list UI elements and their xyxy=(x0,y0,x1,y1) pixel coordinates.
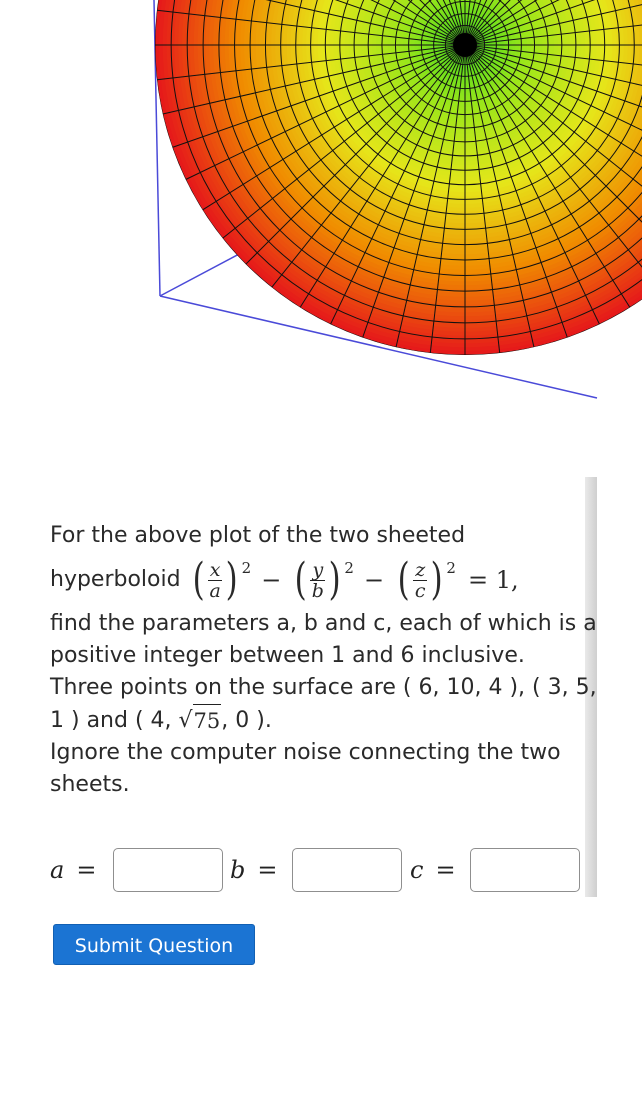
denominator-c: c xyxy=(414,579,426,602)
var-a: a xyxy=(50,856,65,884)
answer-b-input[interactable] xyxy=(292,848,402,892)
answer-row xyxy=(50,848,590,894)
hyperboloid-surface xyxy=(155,0,642,355)
points-prefix: Three points on the surface are ( 6, 10, 4 ), ( 3, 5, 1 ) and ( 4, xyxy=(50,675,597,733)
exponent: 2 xyxy=(446,559,456,577)
label-b xyxy=(230,856,277,884)
hyperboloid-equation xyxy=(189,554,519,605)
sqrt-icon: √ xyxy=(178,708,193,733)
equation-line xyxy=(50,552,598,608)
sqrt-value: 75 xyxy=(193,704,222,737)
question-intro: For the above plot of the two sheeted xyxy=(50,523,466,548)
sqrt-expression xyxy=(179,704,222,737)
numerator-z: z xyxy=(415,558,426,581)
denominator-a: a xyxy=(209,579,221,602)
exponent: 2 xyxy=(344,559,354,577)
answer-c-input[interactable] xyxy=(470,848,580,892)
frac-z-c xyxy=(413,560,427,601)
minus-sign: − xyxy=(261,566,282,594)
question-text xyxy=(50,520,598,801)
surface-center xyxy=(453,33,477,57)
equation-rhs: = 1, xyxy=(467,566,519,594)
submit-question-button[interactable]: Submit Question xyxy=(53,924,255,965)
question-task: find the parameters a, b and c, each of which is a positive integer between 1 and 6 inclusive. xyxy=(50,611,597,668)
answer-a-input[interactable] xyxy=(113,848,223,892)
numerator-x: x xyxy=(209,558,221,581)
label-c xyxy=(410,856,456,884)
question-note: Ignore the computer noise connecting the two sheets. xyxy=(50,740,561,797)
paren: ( xyxy=(192,554,205,605)
exponent: 2 xyxy=(241,559,252,577)
equals-sign: = xyxy=(435,856,456,884)
equals-sign: = xyxy=(76,856,97,884)
equals-sign: = xyxy=(257,856,278,884)
paren: ) xyxy=(430,554,443,605)
points-suffix: , 0 ). xyxy=(221,708,272,733)
minus-sign: − xyxy=(363,566,385,594)
paren: ) xyxy=(328,554,341,605)
frac-y-b xyxy=(310,560,325,601)
paren: ) xyxy=(226,554,239,605)
paren: ( xyxy=(397,554,410,605)
var-b: b xyxy=(230,856,246,884)
frac-x-a xyxy=(208,560,223,601)
paren: ( xyxy=(294,554,307,605)
question-points xyxy=(50,672,598,737)
hyperboloid-plot xyxy=(0,0,642,470)
hyperboloid-word: hyperboloid xyxy=(50,567,181,592)
label-a xyxy=(50,856,96,884)
var-c: c xyxy=(410,856,424,884)
denominator-b: b xyxy=(311,579,324,602)
numerator-y: y xyxy=(312,558,324,581)
